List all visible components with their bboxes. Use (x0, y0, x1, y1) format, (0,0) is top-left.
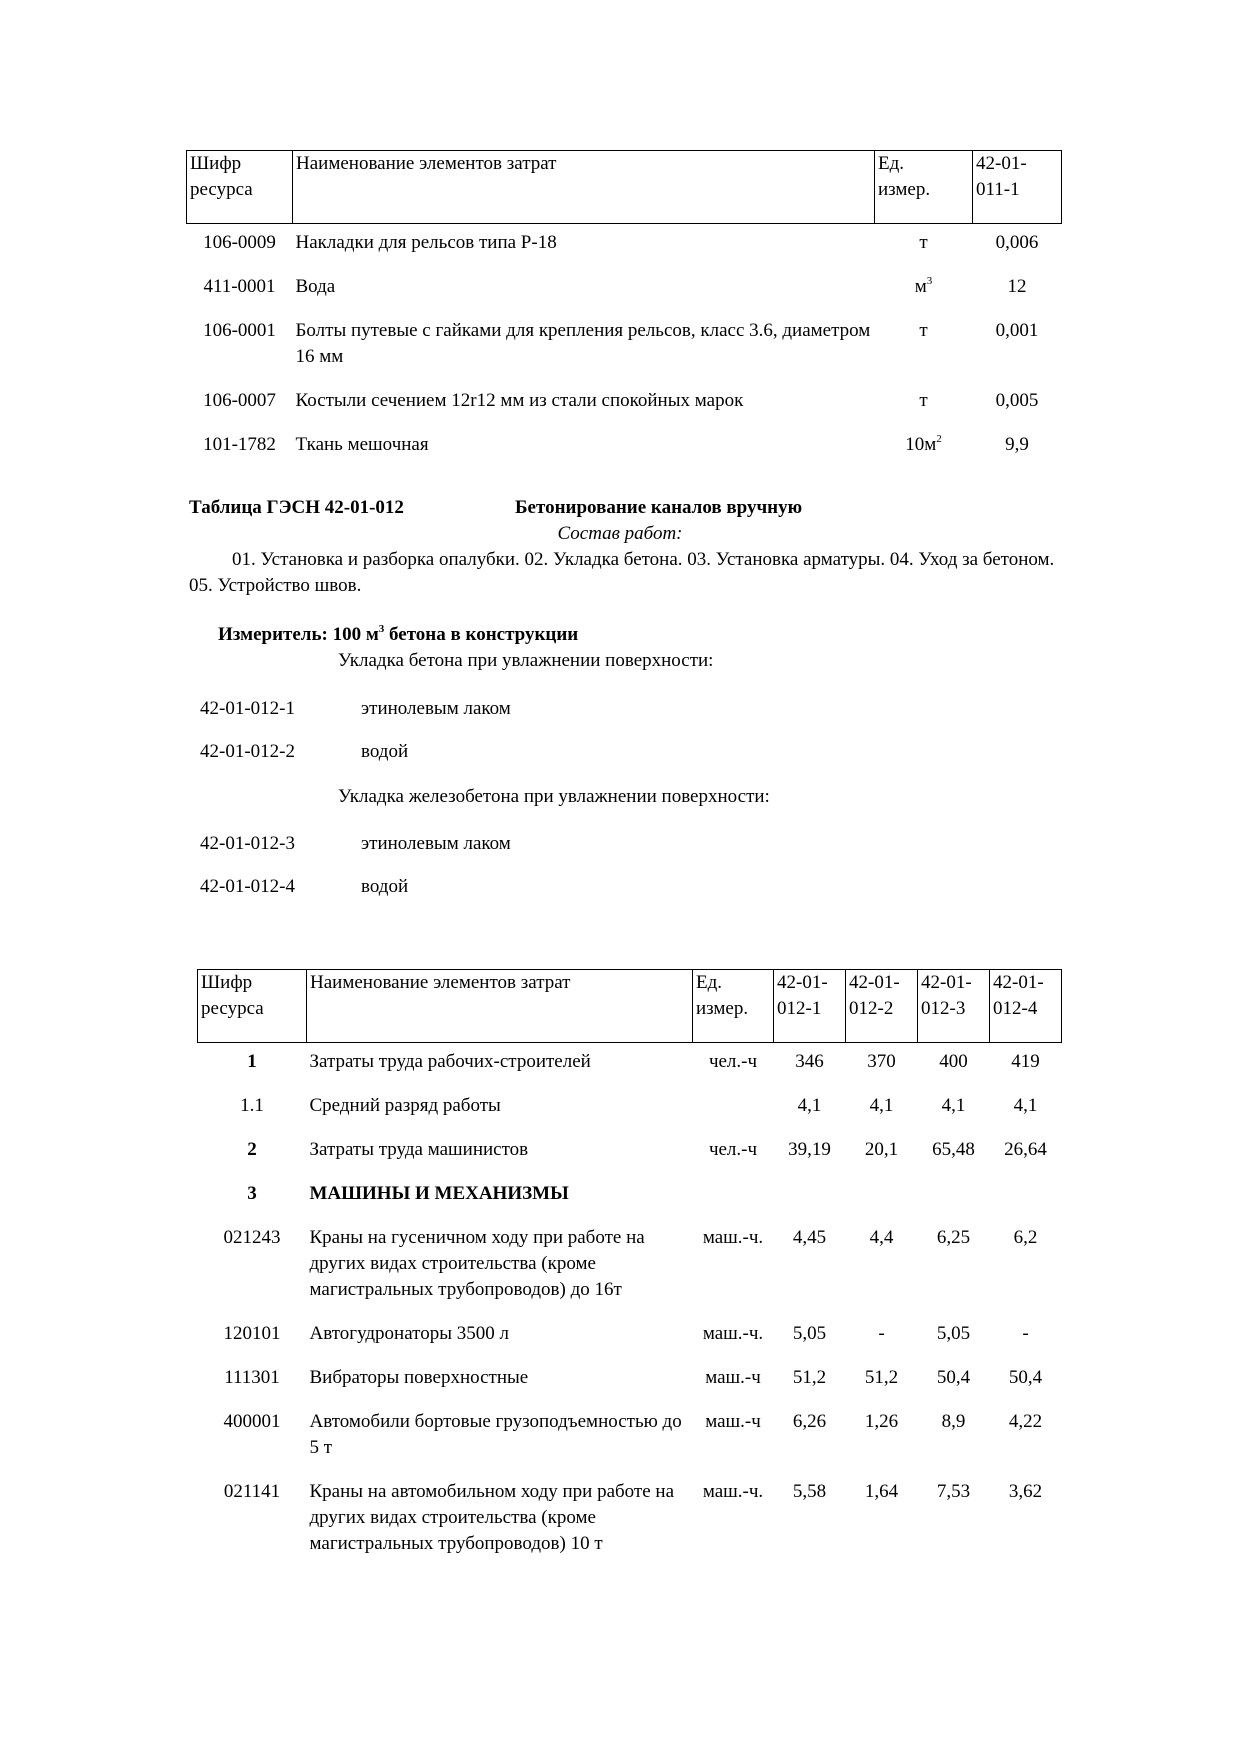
table-row (198, 1365, 1062, 1409)
table-row (187, 432, 1062, 476)
value-012-1: 6,26 (792, 1411, 827, 1432)
resource-code: 021141 (223, 1481, 281, 1502)
value-012-4: 4,1 (1013, 1095, 1038, 1116)
resource-table-012 (197, 969, 1062, 1575)
value-012-3: 400 (939, 1051, 968, 1072)
resource-unit: чел.-ч (708, 1051, 758, 1072)
norm-description: водой (361, 876, 409, 897)
value-012-1: 5,05 (792, 1323, 827, 1344)
works-description: 01. Установка и разборка опалубки. 02. Укладка бетона. 03. Установка арматуры. 04. Уход за бетоном. 05. Устройство швов. (189, 549, 1055, 596)
norm-description: этинолевым лаком (361, 698, 511, 719)
resource-value: 0,001 (995, 320, 1039, 341)
section-title: Бетонирование каналов вручную (515, 497, 803, 518)
value-012-4: 6,2 (1013, 1227, 1038, 1248)
value-012-3: 6,25 (936, 1227, 971, 1248)
value-012-4: 3,62 (1008, 1481, 1043, 1502)
works-title: Состав работ: (557, 523, 683, 544)
value-012-3: 65,48 (932, 1139, 975, 1160)
value-012-3: 50,4 (936, 1367, 971, 1388)
resource-name: Затраты труда машинистов (309, 1139, 529, 1160)
resource-table-011 (186, 150, 1062, 476)
resource-unit: т (919, 390, 928, 411)
resource-unit: маш.-ч (705, 1367, 761, 1388)
resource-name: Краны на автомобильном ходу при работе на других видах строительства (кроме магистральных трубопроводов) 10 т (309, 1481, 675, 1554)
table-row (187, 388, 1062, 432)
table-row (198, 1225, 1062, 1321)
resource-name: Костыли сечением 12r12 мм из стали спокойных марок (295, 390, 744, 411)
resource-value: 0,006 (995, 232, 1039, 253)
header-unit: Ед. измер. (875, 151, 973, 224)
group-heading: Укладка бетона при увлажнении поверхности: (338, 650, 714, 671)
resource-unit: $10м^2$ (905, 432, 942, 455)
value-012-4 (990, 1181, 1062, 1225)
value-012-2: 1,26 (864, 1411, 899, 1432)
norm-description: водой (361, 741, 409, 762)
resource-code: 106-0007 (203, 390, 276, 411)
table-label: Таблица ГЭСН 42-01-012 (189, 497, 404, 518)
header-name: Наименование элементов затрат (307, 970, 693, 1043)
value-012-3: 8,9 (941, 1411, 966, 1432)
resource-unit: т (919, 320, 928, 341)
norm-code: 42-01-012-1 (200, 698, 295, 719)
value-012-4: 26,64 (1004, 1139, 1047, 1160)
value-012-2: 370 (867, 1051, 896, 1072)
header-norm-012-3: 42-01- 012-3 (918, 970, 990, 1043)
value-012-3: 4,1 (941, 1095, 966, 1116)
value-012-4: - (1022, 1323, 1029, 1344)
resource-unit: чел.-ч (708, 1139, 758, 1160)
resource-name: МАШИНЫ И МЕХАНИЗМЫ (309, 1183, 569, 1204)
resource-name: Вибраторы поверхностные (309, 1367, 529, 1388)
header-code: Шифр ресурса (187, 151, 293, 224)
table-row (187, 230, 1062, 274)
resource-code: 106-0009 (203, 232, 276, 253)
table-header-row (198, 970, 1062, 1043)
header-norm-012-1: 42-01- 012-1 (774, 970, 846, 1043)
resource-unit: маш.-ч. (702, 1481, 764, 1502)
header-norm-012-4: 42-01- 012-4 (990, 970, 1062, 1043)
resource-name: Средний разряд работы (309, 1095, 501, 1116)
resource-unit: $м^3$ (914, 274, 933, 297)
resource-name: Краны на гусеничном ходу при работе на других видах строительства (кроме магистральных трубопроводов) до 16т (309, 1227, 645, 1300)
table-row (187, 274, 1062, 318)
resource-name: Автомобили бортовые грузоподъемностью до 5 т (309, 1411, 682, 1458)
resource-unit (693, 1093, 774, 1137)
resource-code: 3 (247, 1183, 257, 1204)
value-012-3: 7,53 (936, 1481, 971, 1502)
resource-code: 101-1782 (203, 434, 276, 455)
value-012-2: 1,64 (864, 1481, 899, 1502)
table-row (198, 1321, 1062, 1365)
resource-unit: маш.-ч. (702, 1323, 764, 1344)
header-norm-011-1: 42-01- 011-1 (973, 151, 1062, 224)
header-name: Наименование элементов затрат (293, 151, 875, 224)
value-012-2: - (878, 1323, 885, 1344)
value-012-1: 346 (795, 1051, 824, 1072)
resource-value: 0,005 (995, 390, 1039, 411)
norm-description: этинолевым лаком (361, 833, 511, 854)
resource-code: 106-0001 (203, 320, 276, 341)
resource-name: Накладки для рельсов типа Р-18 (295, 232, 557, 253)
resource-name: Болты путевые с гайками для крепления рельсов, класс 3.6, диаметром 16 мм (295, 320, 871, 367)
resource-unit: маш.-ч (705, 1411, 761, 1432)
value-012-1 (774, 1181, 846, 1225)
header-code: Шифр ресурса (198, 970, 307, 1043)
value-012-1: 51,2 (792, 1367, 827, 1388)
value-012-1: 39,19 (788, 1139, 831, 1160)
resource-name: Затраты труда рабочих-строителей (309, 1051, 591, 1072)
resource-unit (693, 1181, 774, 1225)
resource-unit: маш.-ч. (702, 1227, 764, 1248)
resource-code: 120101 (223, 1323, 281, 1344)
table-row (198, 1409, 1062, 1479)
table-row (198, 1181, 1062, 1225)
resource-name: Ткань мешочная (295, 434, 429, 455)
value-012-4: 4,22 (1008, 1411, 1043, 1432)
resource-code: 1.1 (240, 1095, 264, 1116)
value-012-4: 50,4 (1008, 1367, 1043, 1388)
measure-unit: Измеритель: 100 $м^3$ бетона в конструкции (218, 622, 579, 645)
value-012-4: 419 (1011, 1051, 1040, 1072)
table-header-row (187, 151, 1062, 224)
value-012-1: 4,1 (797, 1095, 822, 1116)
table-row (198, 1479, 1062, 1575)
resource-value: 9,9 (1005, 434, 1029, 455)
value-012-2: 51,2 (864, 1367, 899, 1388)
resource-code: 1 (247, 1051, 257, 1072)
norm-code: 42-01-012-2 (200, 741, 295, 762)
table-row (187, 318, 1062, 388)
norm-code: 42-01-012-4 (200, 876, 295, 897)
header-norm-012-2: 42-01- 012-2 (846, 970, 918, 1043)
resource-unit: т (919, 232, 928, 253)
resource-code: 2 (247, 1139, 257, 1160)
resource-value: 12 (1007, 276, 1027, 297)
value-012-2 (846, 1181, 918, 1225)
table-row (198, 1137, 1062, 1181)
resource-code: 111301 (224, 1367, 280, 1388)
table-row (198, 1093, 1062, 1137)
value-012-1: 5,58 (792, 1481, 827, 1502)
resource-name: Автогудронаторы 3500 л (309, 1323, 509, 1344)
value-012-2: 20,1 (864, 1139, 899, 1160)
norm-code: 42-01-012-3 (200, 833, 295, 854)
resource-name: Вода (295, 276, 336, 297)
value-012-3: 5,05 (936, 1323, 971, 1344)
value-012-1: 4,45 (792, 1227, 827, 1248)
group-heading: Укладка железобетона при увлажнении поверхности: (338, 786, 770, 807)
resource-code: 411-0001 (203, 276, 276, 297)
table-row (198, 1049, 1062, 1093)
resource-code: 021243 (223, 1227, 281, 1248)
value-012-2: 4,4 (869, 1227, 894, 1248)
header-unit: Ед. измер. (693, 970, 774, 1043)
value-012-3 (918, 1181, 990, 1225)
value-012-2: 4,1 (869, 1095, 894, 1116)
resource-code: 400001 (223, 1411, 281, 1432)
